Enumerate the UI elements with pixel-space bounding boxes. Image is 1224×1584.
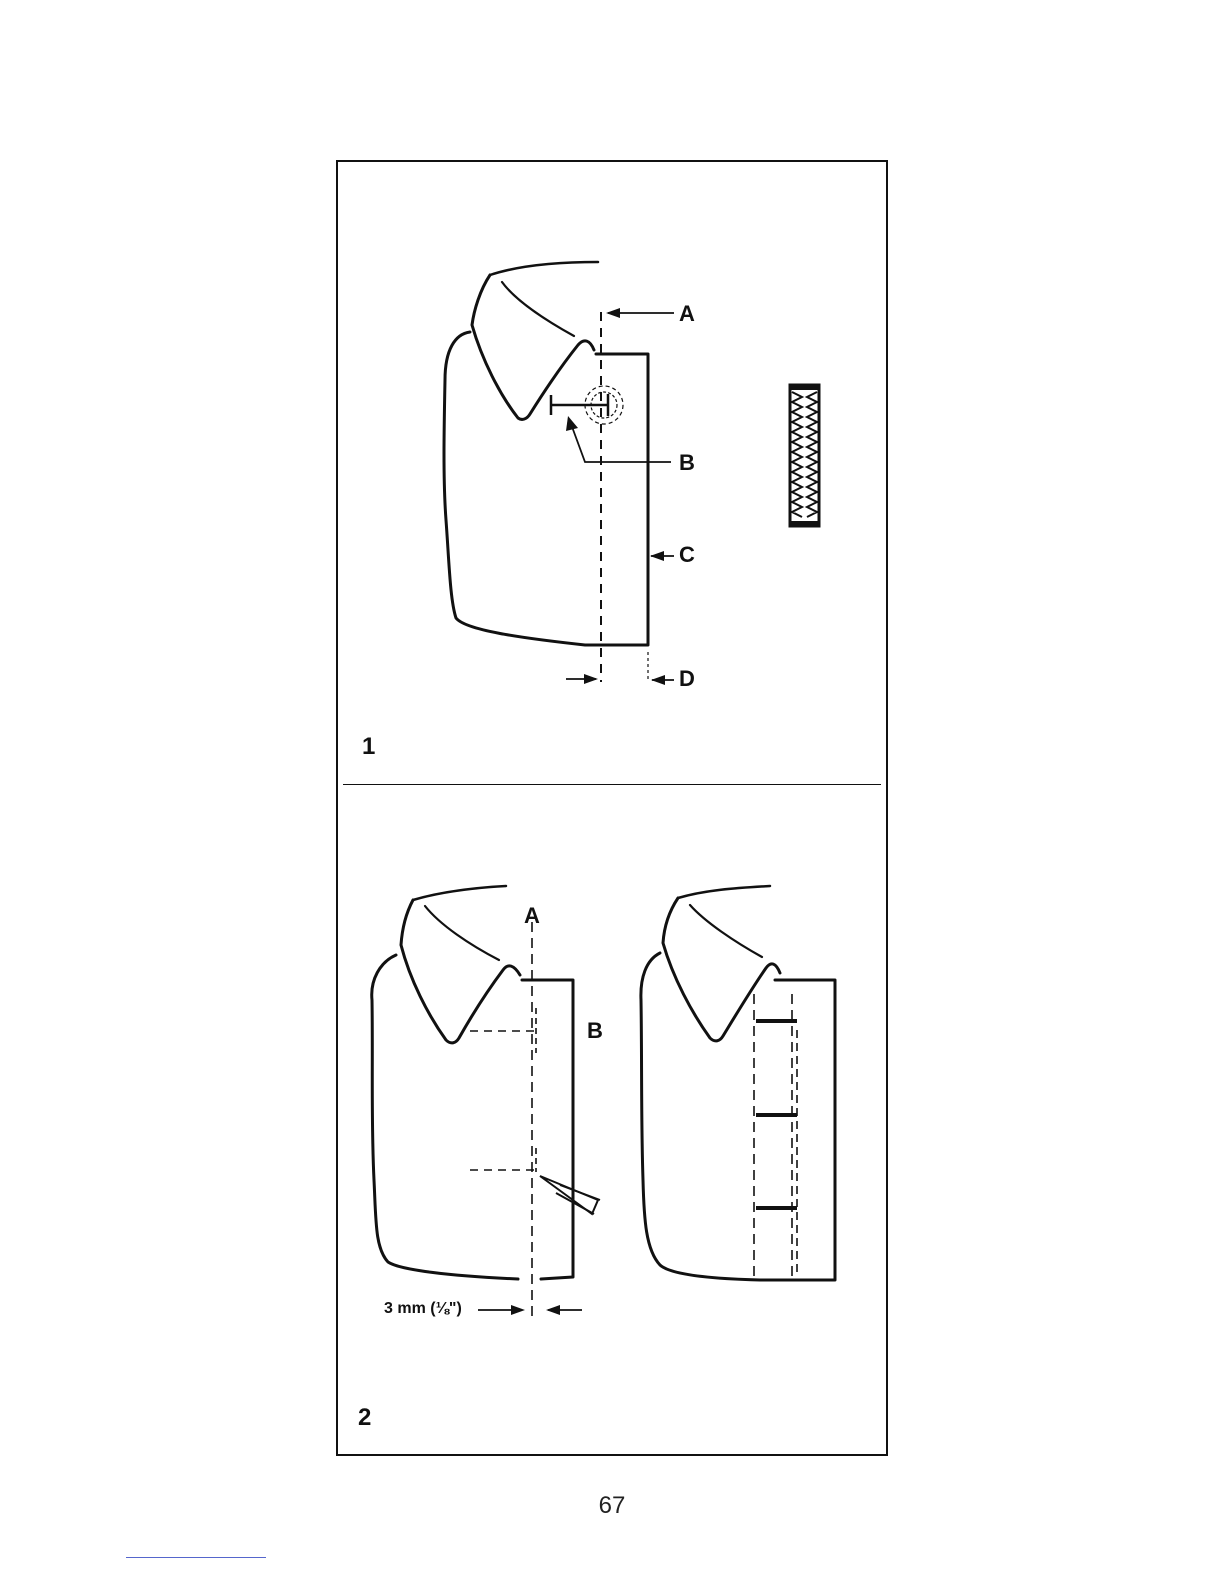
figure-number-1: 1 [362,733,376,760]
panel-1-pointer-c [650,551,674,561]
panel-1-buttonhole [551,386,623,424]
label-b-2: B [587,1018,603,1043]
panel-2-garment-left [372,886,573,1279]
panel-1-pointer-a [606,308,674,318]
panel-2-buttonholes [756,1021,797,1208]
buttonhole-stitch-symbol [790,385,819,526]
panel-1-pointer-d [566,652,674,685]
panel-2-measurement-arrows [478,1305,582,1315]
label-c: C [679,542,695,567]
figure-number-2: 2 [358,1404,372,1431]
label-d: D [679,666,695,691]
page-number: 67 [598,1492,626,1519]
underline-rule [126,1557,266,1558]
panel-2-garment-right [641,886,835,1280]
panel-1-garment [444,262,648,645]
measurement-label: 3 mm (⅛") [384,1300,462,1317]
label-a: A [679,301,695,326]
panel-1-pointer-b [566,416,671,462]
pencil-icon [540,1176,600,1214]
label-a-2: A [524,903,540,928]
label-b: B [679,450,695,475]
panel-2-right-stitch-lines [754,994,797,1278]
